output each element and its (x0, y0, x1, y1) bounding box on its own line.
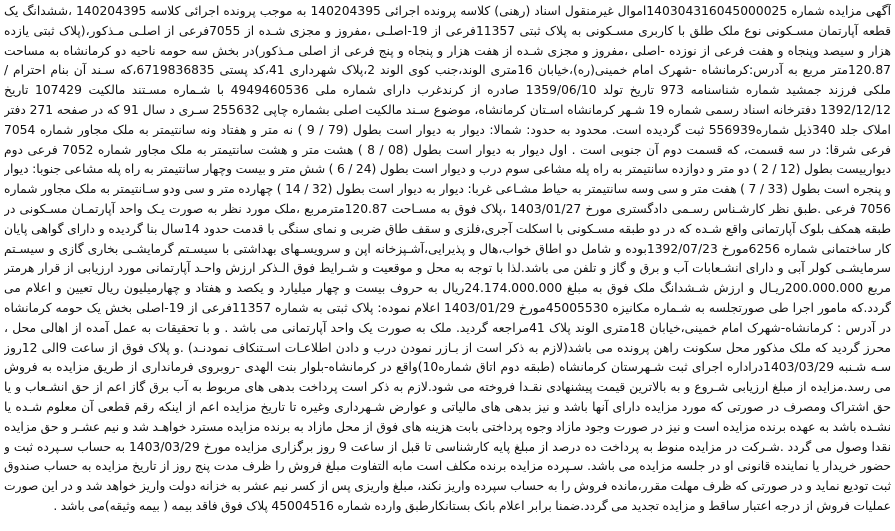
auction-notice-text: آگهی مزایده شماره 140304316045000025اموال غیرمنقول اسناد (رهنی) کلاسه پرونده اجرائی 140204395 به موجب پرونده اجرائی کلاسه 140204395 ،ششدانگ یک قطعه آپارتمان مسـکونی نوع ملک طلق با کاربری مسـکونی به پلاک ثبتی 11357فرعی از 19-اصلـی ،مفروز و مجزی شـده از 7055فرعی از اصلـی مـذکور،(پلاک ثبتی یازده هزار و سیصد وپنجاه و هفت فرعی از نوزده -اصلی ،مفروز و مجزی شـده از هفت هزار و پنجاه و پنج فرعی از اصلی مـذکور)در بخش سه حومه ناحیه دو کرمانشاه به مساحت 120.87متر مربع به آدرس:کرمانشاه -شهرک امام خمینی(ره)،خیابان 16متری الوند،جنب کوی الوند 2،پلاک شهرداری 41،کد پستی 6719836835،که سـند آن بنام احترام / ملکی فرزند جمشید شماره شناسنامه 973 تاریخ تولد 1359/06/10 صادره از کرندغرب دارای شماره ملی 4949460536 با شـماره مسـتند مالکیت 107429 تاریخ 1392/12/12 دفترخانه اسناد رسمی شماره 19 شـهر کرمانشاه اسـتان کرمانشاه، موضوع سـند مالکیت اصلی بشماره چاپی 255632 سـری د سال 91 که در صفحه 271 دفتر املاک جلد 340ذیل شماره556939 ثبت گردیده است. محدود به حدود: شمالا: دیوار به دیوار است بطول (79 / 9 ) نه متر و هفتاد ونه سانتیمتر به ملک مجاور شماره 7054 فرعی شرقا: در سه قسمت، که قسمت دوم آن جنوبی است . اول دیوار به دیوار است بطول (08 / 8 ) هشت متر و هشت سانتیمتر به ملک مجاور شماره 7052 فرعی دوم دیوارییست بطول (12 / 2 ) دو متر و دوازده سانتیمتر به راه پله مشاعی سوم درب و دیوار است بطول (24 / 6 ) شش متر و بیست وچهار سانتیمتر به راه پله مشاعی جنوبا: دیوار و پنجره است بطول (33 / 7 ) هفت متر و سی وسه سانتیمتر به حیاط مشـاعی غربا: دیوار به دیوار است بطول (32 / 14 ) چهارده متر و سی ودو سـانتیمتر به ملک مجاور شماره 7056 فرعی .طبق نظر کارشـناس رسـمی دادگستری مورخ 1403/01/27 ،پلاک فوق به مسـاحت 120.87مترمربع ،ملک مورد نظر به صورت یـک واحد آپارتمـان مسـکونی در طبقه همکف بلوک آپارتمانی واقع شـده که در دو طبقه مسـکونی با اسکلت آجری،فلزی و سقف طاق ضربی و نمای سنگی با قدمت حدود 14سال بنا گردیده و دارای گواهی پایان کار ساختمانی شماره 6256مورخ 1392/07/23بوده و شامل دو اطاق خواب،هال و پذیرایی،آشـپزخانه اپن و سرویسـهای بهداشتی با سیسـتم گرمایشـی بخاری گازی و سیسـتم سرمایشـی کولر آبی و دارای انشـعابات آب و برق و گاز و تلفن می باشد.لذا با توجه به محل و موقعیت و شـرایط فوق الـذکر ارزش واحـد آپارتمانی مورد ارزیابی از قرار هرمتر مربع 200.000.000ریـال و ارزش شـشدانگ ملک فوق به مبلغ 24.174.000.000ریال به حروف بیست و چهار میلیارد و یکصد و هفتاد و چهارمیلیون ریال تعیین و اعلام می گردد.که مامور اجرا طی صورتجلسه به شـماره مکانیزه 45005530مورخ 1403/01/29 اعلام نموده: پلاک ثبتی به شماره 11357فرعی از 19-اصلی بخش یک حومه کرمانشاه در آدرس : کرمانشاه-شهرک امام خمینی،خیابان 18متری الوند پلاک 41مراجعه گردید. ملک به صورت یک واحد آپارتمانی می باشد . و با تحقیقات به عمل آمده از اهالی محل ، محرز گردید که ملک مذکور محل سکونت راهن پرونده می باشد(لازم به ذکر است از بـازر نمودن درب و دادن اطلاعـات اسـتنکاف نمودنـد) .و پلاک فوق از ساعت 9الی 12روز سـه شـنبه 1403/03/29دراداره اجرای ثبت شـهرستان کرمانشاه (طبقه دوم اتاق شماره10)واقع در کرمانشاه-بلوار بنت الهدی -روبروی فرمانداری از طریق مزایده به فروش می رسد.مزایده از مبلغ ارزیابی شـروع و به بالاترین قیمت پیشنهادی نقـدا فروخته می شود.لازم به ذکر است پرداخت بدهی های مربوط به آب برق گاز اعم از حق انشـعاب و یا حق اشتراک ومصرف در صورتی که مورد مزایده دارای آنها باشد و نیز بدهی های مالیاتی و عوارض شـهرداری وغیره تا تاریخ مزایده اعم از اینکه رقم قطعی آن معلوم شـده یا نشـده باشد به عهده برنده مزایده است و نیز در صورت وجود مازاد وجوه پرداختی بابت هزینه های فوق از محل مازاد به برنده مزایده مسترد خواهـد شد و نیم عشـر و حق مزایده نقدا وصول می گردد .شـرکت در مزایده منوط به پرداخت ده درصد از مبلغ پایه کارشناسی تا قبل از ساعت 9 روز برگزاری مزایده مورخ 1403/03/29 به حساب سـپرده ثبت و حضور خریدار یا نماینده قانونی او در جلسه مزایده می باشد. سـپرده مزایده برنده مکلف است مابه التفاوت مبلغ فروش را ظرف مدت پنج روز از تاریخ مزایده به حساب صندوق ثبت تودیع نماید و در صورتی که ظرف مهلت مقرر،مانده فروش را به حساب سپرده واریز نکند، مبلغ واریزی پس از کسر نیم عشر به خزانه دولت واریز خواهد شد و در این صورت عملیات فروش از درجه اعتبار ساقط و مزایده تجدید می گردد.ضمنا برابر اعلام بانک بستانکارطبق وارده شماره 45004516 پلاک فوق فاقد بیمه ( بیمه وثیقه)می باشد . (4, 4, 891, 513)
